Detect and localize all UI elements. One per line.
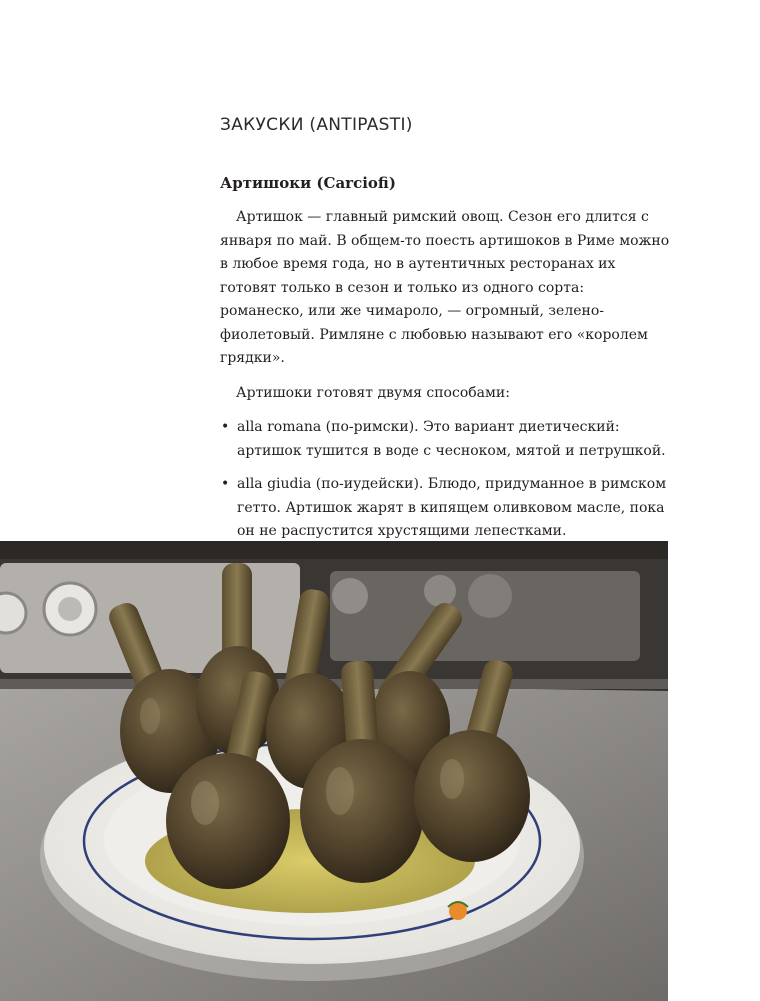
bullet-icon: • (221, 419, 230, 435)
article-paragraph: Артишоки готовят двумя способами: (236, 384, 510, 401)
article-title: Артишоки (Carciofi) (220, 174, 396, 192)
article (220, 172, 672, 554)
list-item-text: alla romana (по-римски). Это вариант диетический: артишок тушится в воде с чесноком, мятой и петрушкой. (237, 419, 666, 459)
cooking-methods-list (220, 416, 672, 544)
section-heading: ЗАКУСКИ (ANTIPASTI) (220, 115, 413, 135)
list-item (220, 473, 672, 544)
article-paragraph: Артишок — главный римский овощ. Сезон его длится с января по май. В общем-то поесть артишоков в Риме можно в любое время года, но в аутентичных ресторанах их готовят только в сезон и только из одного сорта: романеско, или же чимароло, — огромный, зелено-фиолетовый. Римляне с любовью называют его «королем грядки». (220, 209, 670, 366)
list-item (220, 416, 672, 463)
bullet-icon: • (221, 476, 230, 492)
list-item-text: alla giudia (по-иудейски). Блюдо, придуманное в римском гетто. Артишок жарят в кипящем оливковом масле, пока он не распустится хрустящими лепестками. (237, 476, 667, 539)
artichoke-photo (0, 541, 668, 1001)
photo-illustration (0, 541, 668, 1001)
